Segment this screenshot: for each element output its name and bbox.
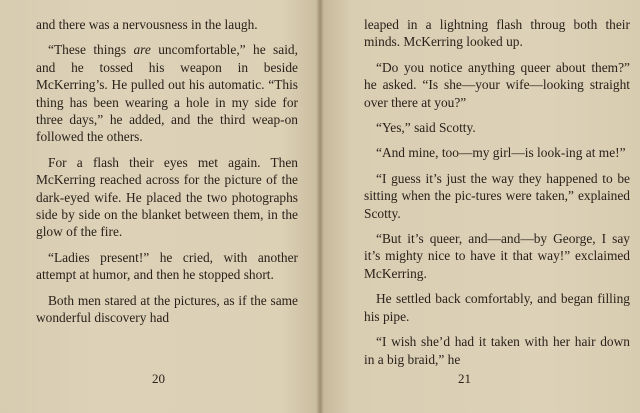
left-paragraph-3: For a flash their eyes met again. Then McKerring reached across for the picture of the dark-eyed wife. He placed the two photographs side by side on the blanket between them, in the glow of the fire. — [36, 154, 298, 240]
emphasis: are — [133, 42, 151, 58]
left-paragraph-5: Both men stared at the pictures, as if the same wonderful discovery had — [36, 292, 298, 326]
right-paragraph-1: leaped in a lightning flash throug both their minds. McKerring looked up. — [364, 17, 630, 50]
right-paragraph-3: “Yes,” said Scotty. — [376, 120, 476, 136]
right-paragraph-6: “But it’s queer, and—and—by George, I say it’s mighty nice to have it that way!” exclaimed McKerring. — [364, 231, 630, 281]
left-paragraph-4: “Ladies present!” he cried, with another attempt at humor, and then he stopped short. — [36, 249, 298, 283]
right-paragraph-4: “And mine, too—my girl—is look-ing at me!” — [376, 145, 626, 161]
book-gutter — [316, 0, 324, 413]
right-page — [320, 0, 640, 413]
right-paragraph-2: “Do you notice anything queer about them?” he asked. “Is she—your wife—looking straight over there at you?” — [364, 59, 630, 110]
right-paragraph-8: “I wish she’d had it taken with her hair down in a big braid,” he — [364, 334, 630, 367]
right-page-number: 21 — [458, 371, 471, 386]
left-paragraph-2: “These things are uncomfortable,” he said, and he tossed his weapon in beside McKerring’s. He pulled out his automatic. “This thing has been wearing a hole in my side for three days,” he added, and the third weap-on followed the others. — [36, 42, 298, 145]
right-paragraph-7: He settled back comfortably, and began filling his pipe. — [364, 291, 630, 324]
left-page-number: 20 — [152, 371, 165, 386]
left-paragraph-1: and there was a nervousness in the laugh. — [36, 17, 258, 32]
right-paragraph-5: “I guess it’s just the way they happened to be sitting when the pic-tures were taken,” explained Scotty. — [364, 170, 630, 221]
